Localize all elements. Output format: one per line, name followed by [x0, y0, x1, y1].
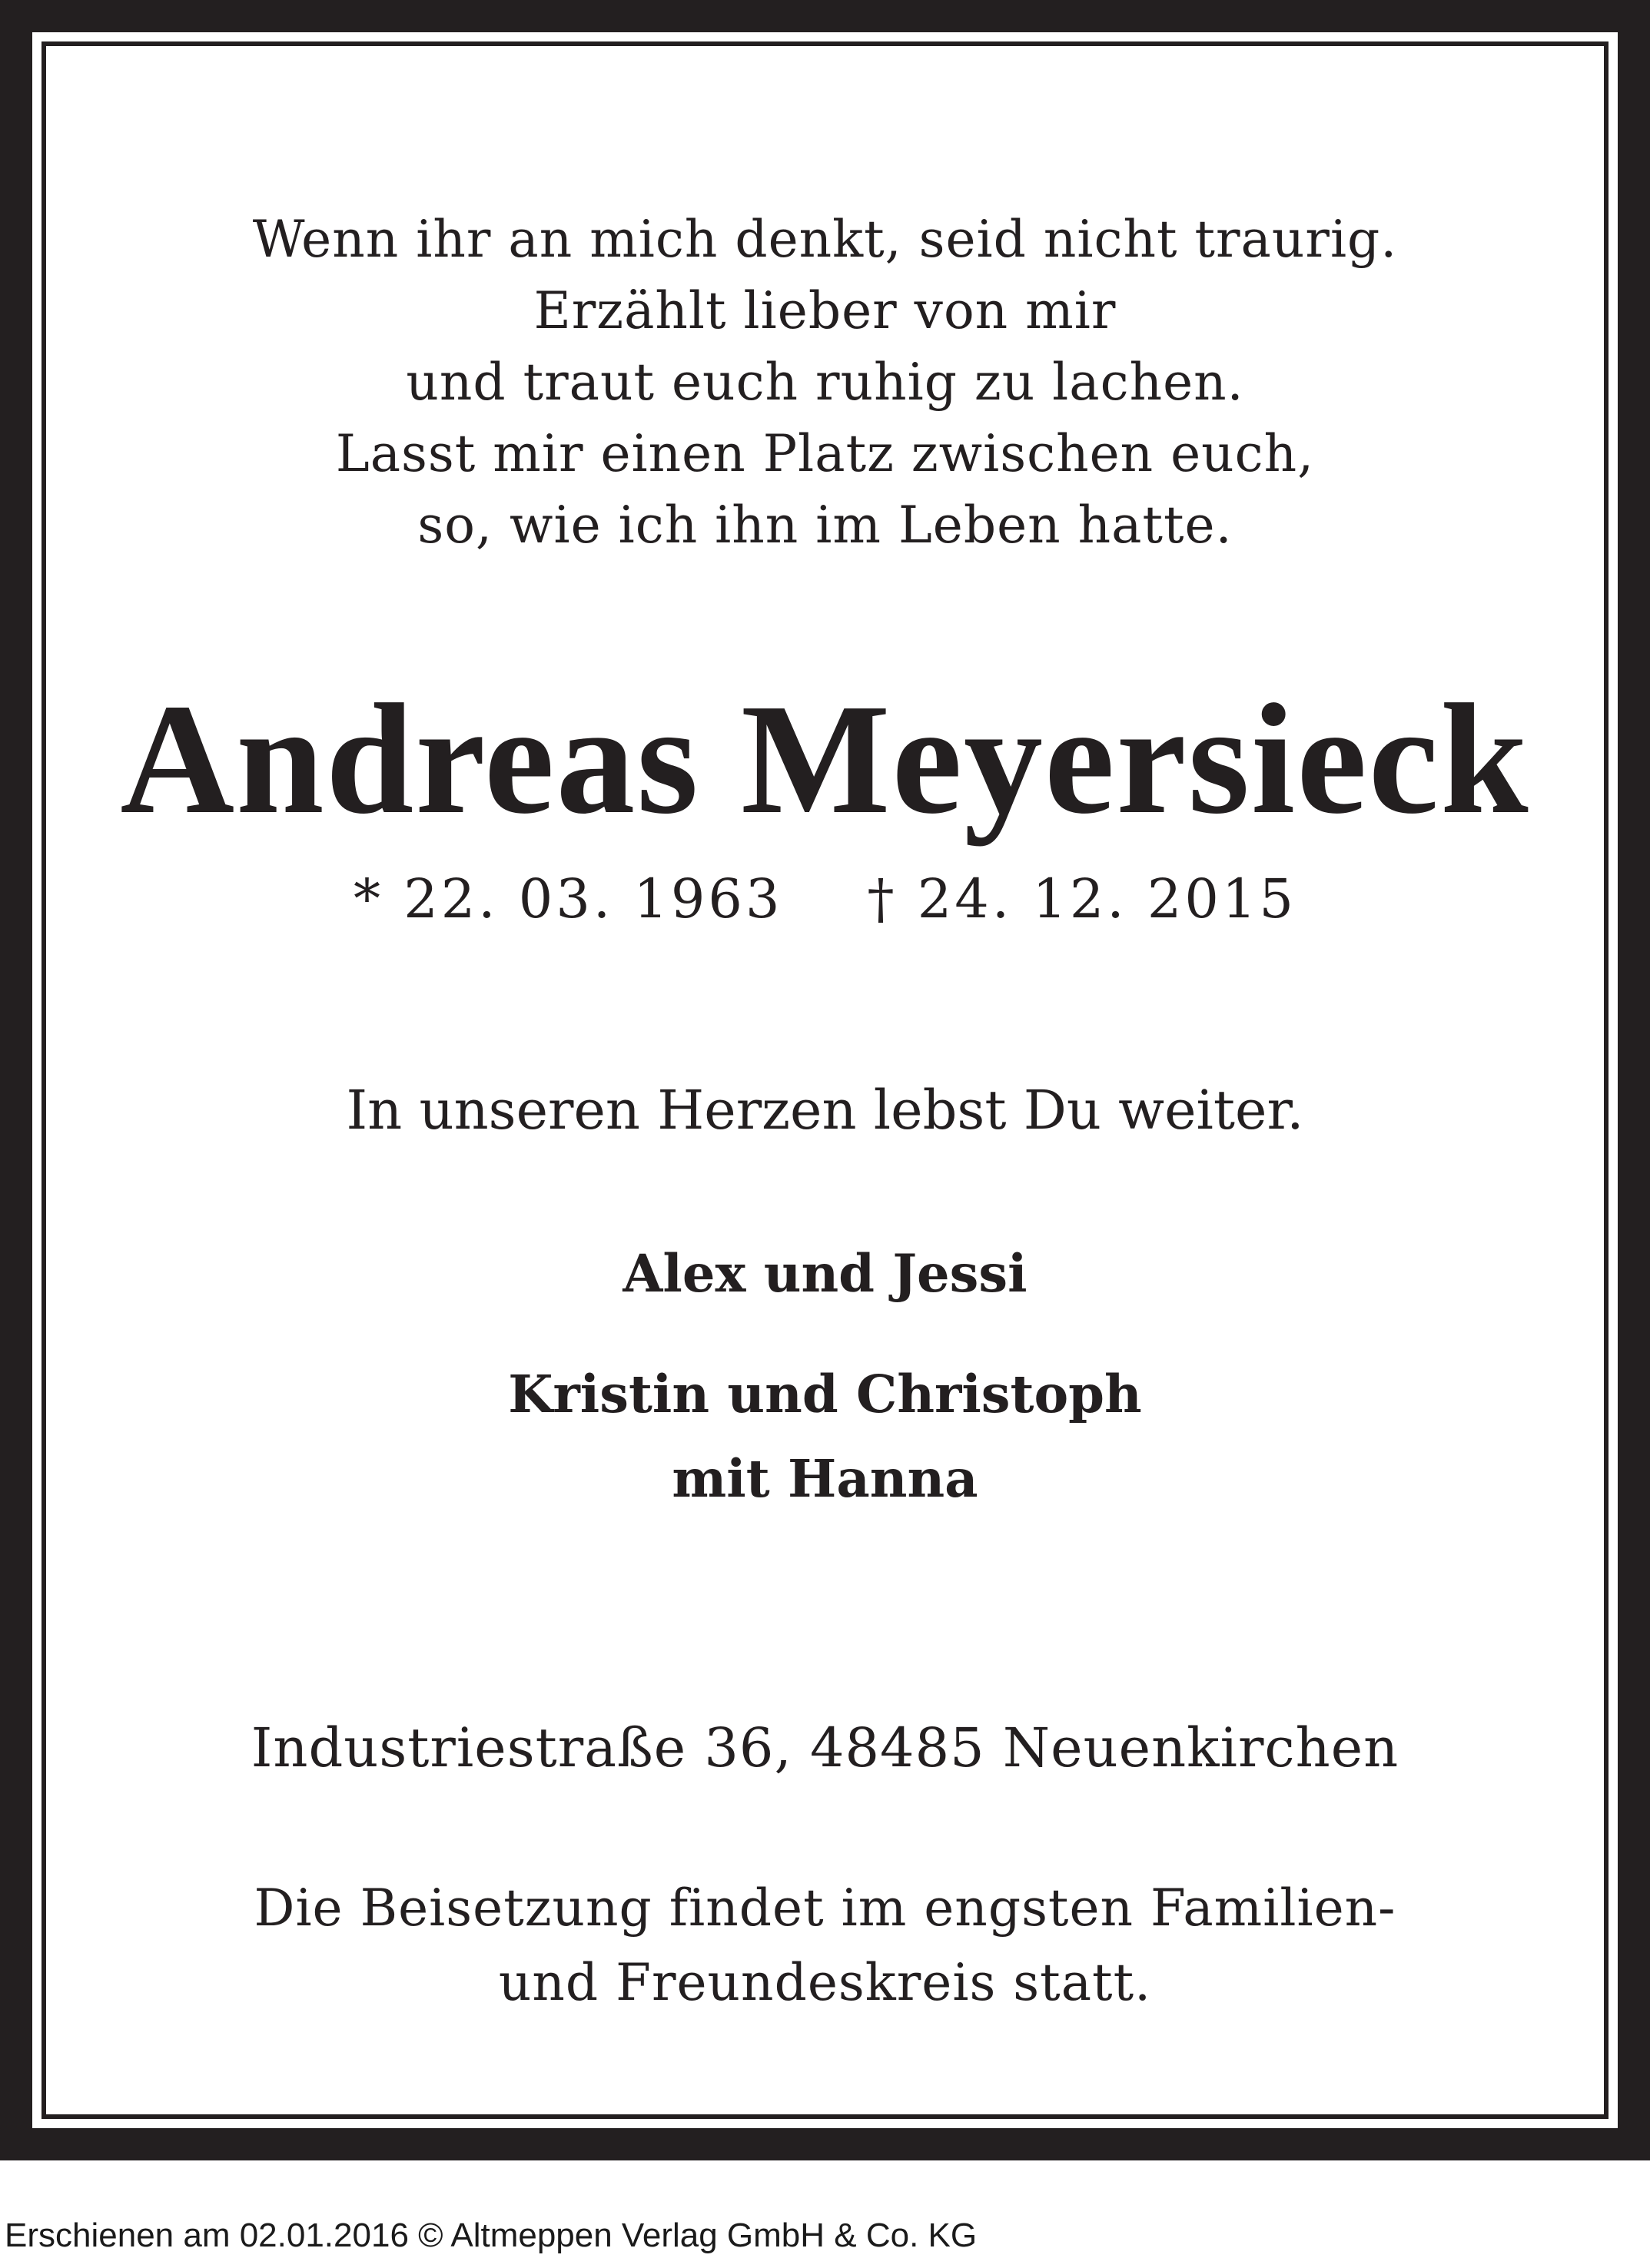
obituary-border: [41, 41, 1609, 2119]
verse-line: Erzählt lieber von mir: [533, 281, 1117, 340]
deceased-name: Andreas Meyersieck: [120, 671, 1530, 847]
address: Industriestraße 36, 48485 Neuenkirchen: [251, 1716, 1399, 1779]
mourner-group-1: Alex und Jessi: [622, 1243, 1028, 1304]
verse-line: Lasst mir einen Platz zwischen euch,: [335, 424, 1315, 483]
tagline: In unseren Herzen lebst Du weiter.: [346, 1079, 1304, 1142]
birth-date: * 22. 03. 1963: [353, 867, 783, 930]
verse-line: Wenn ihr an mich denkt, seid nicht traurig.: [252, 210, 1398, 269]
funeral-note: [46, 1871, 1604, 2020]
verse-line: und traut euch ruhig zu lachen.: [406, 353, 1244, 412]
mourner-group-2: Kristin und Christoph: [508, 1364, 1142, 1424]
mourner-group-2-child: mit Hanna: [672, 1448, 978, 1509]
death-date: † 24. 12. 2015: [867, 867, 1297, 930]
memorial-verse: [46, 204, 1604, 561]
funeral-note-line: Die Beisetzung findet im engsten Familien-: [254, 1878, 1396, 1938]
publication-footer: Erschienen am 02.01.2016 © Altmeppen Verlag GmbH & Co. KG: [5, 2217, 978, 2254]
verse-line: so, wie ich ihn im Leben hatte.: [417, 496, 1233, 555]
funeral-note-line: und Freundeskreis statt.: [498, 1953, 1152, 2012]
life-dates: [46, 864, 1604, 933]
